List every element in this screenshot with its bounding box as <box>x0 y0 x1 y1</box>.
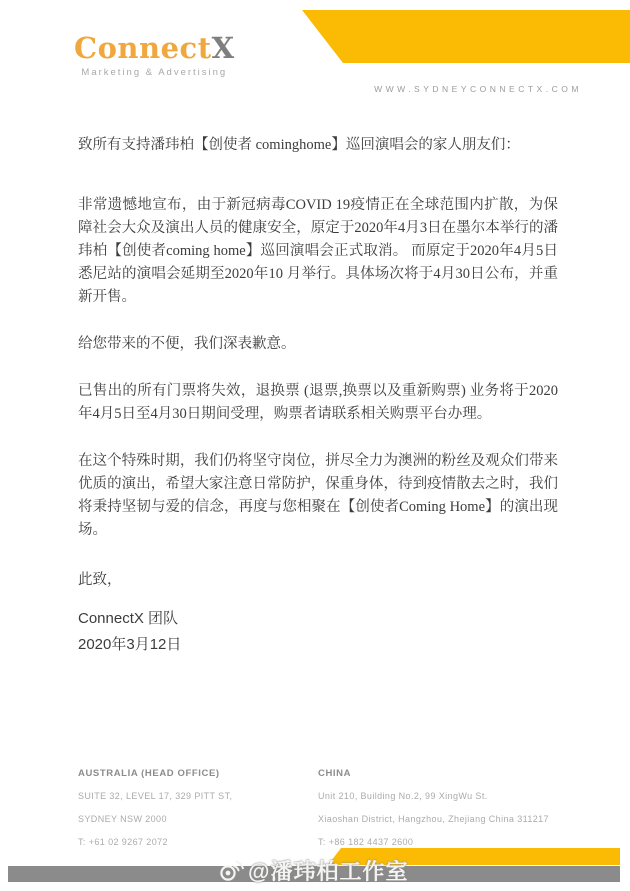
footer-china-office <box>318 768 608 860</box>
footer-australia-phone: T: +61 02 9267 2072 <box>78 837 168 847</box>
company-logo <box>74 32 235 78</box>
letter-paragraph-3: 已售出的所有门票将失效，退换票 (退票,换票以及重新购票) 业务将于2020年4月5日至4月30日期间受理，购票者请联系相关购票平台办理。 <box>78 383 558 422</box>
header-yellow-banner <box>302 10 630 63</box>
weibo-watermark <box>218 855 408 885</box>
footer-australia-address-line1: SUITE 32, LEVEL 17, 329 PITT ST, <box>78 791 233 801</box>
logo-wordmark-connect: Connect <box>74 31 212 65</box>
website-url: WWW.SYDNEYCONNECTX.COM <box>374 84 582 94</box>
signature-block <box>78 606 558 658</box>
signature-team: ConnectX 团队 <box>78 610 179 627</box>
letter-body <box>78 134 558 658</box>
letter-paragraph-2: 给您带来的不便，我们深表歉意。 <box>78 336 296 352</box>
weibo-icon <box>218 857 244 883</box>
footer-china-phone: T: +86 182 4437 2600 <box>318 837 414 847</box>
letter-greeting: 致所有支持潘玮柏【创使者 cominghome】巡回演唱会的家人朋友们： <box>78 137 520 153</box>
footer-china-address-line1: Unit 210, Building No.2, 99 XingWu St. <box>318 791 488 801</box>
letter-paragraph-4: 在这个特殊时期，我们仍将坚守岗位，拼尽全力为澳洲的粉丝及观众们带来优质的演出，希望大家注意日常防护，保重身体，待到疫情散去之时，我们将秉持坚韧与爱的信念，再度与您相聚在【创使者Coming Home】的演出现场。 <box>78 453 558 538</box>
letter-closing: 此致， <box>78 572 122 588</box>
signature-date: 2020年3月12日 <box>78 636 182 653</box>
footer-australia-title: AUSTRALIA (HEAD OFFICE) <box>78 768 220 779</box>
footer-australia-address-line2: SYDNEY NSW 2000 <box>78 814 167 824</box>
logo-tagline: Marketing & Advertising <box>81 67 228 78</box>
watermark-text: @潘玮柏工作室 <box>248 858 409 884</box>
footer-china-title: CHINA <box>318 768 352 779</box>
logo-wordmark-x: X <box>211 31 235 65</box>
logo-wordmark <box>74 32 235 64</box>
footer-china-address-line2: Xiaoshan District, Hangzhou, Zhejiang China 311217 <box>318 814 549 824</box>
footer-australia-office <box>78 768 308 860</box>
letter-paragraph-1: 非常遗憾地宣布，由于新冠病毒COVID 19疫情正在全球范围内扩散，为保障社会大众及演出人员的健康安全，原定于2020年4月3日在墨尔本举行的潘玮柏【创使者coming home】巡回演唱会正式取消。 而原定于2020年4月5日悉尼站的演唱会延期至2020年10 月举行。具体场次将于4月30日公布，并重新开售。 <box>78 197 558 305</box>
